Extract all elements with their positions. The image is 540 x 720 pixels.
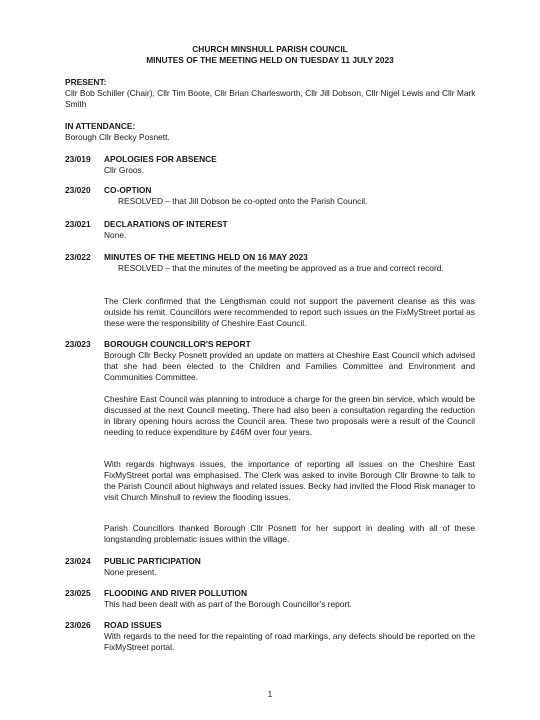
item-body: Cllr Groos.	[104, 165, 145, 175]
item-number: 23/019	[65, 154, 91, 164]
item-body: None present.	[104, 567, 157, 577]
item-resolution: RESOLVED – that the minutes of the meeting be approved as a true and correct record.	[118, 263, 444, 273]
item-number: 23/022	[65, 252, 91, 262]
item-paragraph: The Clerk confirmed that the Lengthsman could not support the pavement cleanse as this was outside his remit. Councillors were recommended to report such issues on the FixMyStreet portal as these were the responsibility of Cheshire East Council.	[104, 296, 475, 328]
item-heading: PUBLIC PARTICIPATION	[104, 556, 201, 566]
item-paragraph: Cheshire East Council was planning to introduce a charge for the green bin service, which would be discussed at the next Council meeting. There had also been a consultation regarding the reduction in library opening hours across the Council area. These two proposals were a result of the Council needing to reduce expenditure by £46M over four years.	[104, 394, 475, 437]
item-number: 23/020	[65, 185, 91, 195]
item-heading: DECLARATIONS OF INTEREST	[104, 219, 228, 229]
item-paragraph: Parish Councillors thanked Borough Cllr Posnett for her support in dealing with all of these longstanding problematic issues within the village.	[104, 523, 475, 544]
council-title: CHURCH MINSHULL PARISH COUNCIL	[192, 44, 348, 54]
attendance-text: Borough Cllr Becky Posnett.	[65, 132, 170, 142]
attendance-label: IN ATTENDANCE:	[65, 121, 136, 131]
page-number: 1	[267, 689, 273, 699]
item-heading: ROAD ISSUES	[104, 620, 162, 630]
item-paragraph: With regards highways issues, the importance of reporting all issues on the Cheshire East FixMyStreet portal was emphasised. The Clerk was asked to invite Borough Cllr Browne to talk to the Parish Council about highways and related issues. Becky had invited the Flood Risk manager to visit Church Minshull to review the flooding issues.	[104, 459, 475, 502]
item-number: 23/026	[65, 620, 91, 630]
item-body: None.	[104, 230, 127, 240]
item-number: 23/025	[65, 588, 91, 598]
item-heading: FLOODING AND RIVER POLLUTION	[104, 588, 247, 598]
item-heading: CO-OPTION	[104, 185, 152, 195]
item-resolution: RESOLVED – that Jill Dobson be co-opted onto the Parish Council.	[118, 196, 368, 206]
present-text: Cllr Bob Schiller (Chair), Cllr Tim Boote, Cllr Brian Charlesworth, Cllr Jill Dobson, Cllr Nigel Lewis and Cllr Mark Smith	[65, 88, 476, 109]
item-number: 23/023	[65, 339, 91, 349]
item-heading: APOLOGIES FOR ABSENCE	[104, 154, 217, 164]
item-number: 23/021	[65, 219, 91, 229]
item-body: This had been dealt with as part of the Borough Councillor's report.	[104, 599, 352, 609]
minutes-title: MINUTES OF THE MEETING HELD ON TUESDAY 11 JULY 2023	[146, 55, 394, 65]
present-label: PRESENT:	[65, 77, 107, 87]
item-heading: MINUTES OF THE MEETING HELD ON 16 MAY 2023	[104, 252, 308, 262]
item-number: 23/024	[65, 556, 91, 566]
item-heading: BOROUGH COUNCILLOR'S REPORT	[104, 339, 251, 349]
item-body: With regards to the need for the repainting of road markings, any defects should be reported on the FixMyStreet portal.	[104, 631, 475, 652]
item-paragraph: Borough Cllr Becky Posnett provided an update on matters at Cheshire East Council which advised that she had been elected to the Children and Families Committee and Environment and Communities Committee.	[104, 350, 475, 382]
